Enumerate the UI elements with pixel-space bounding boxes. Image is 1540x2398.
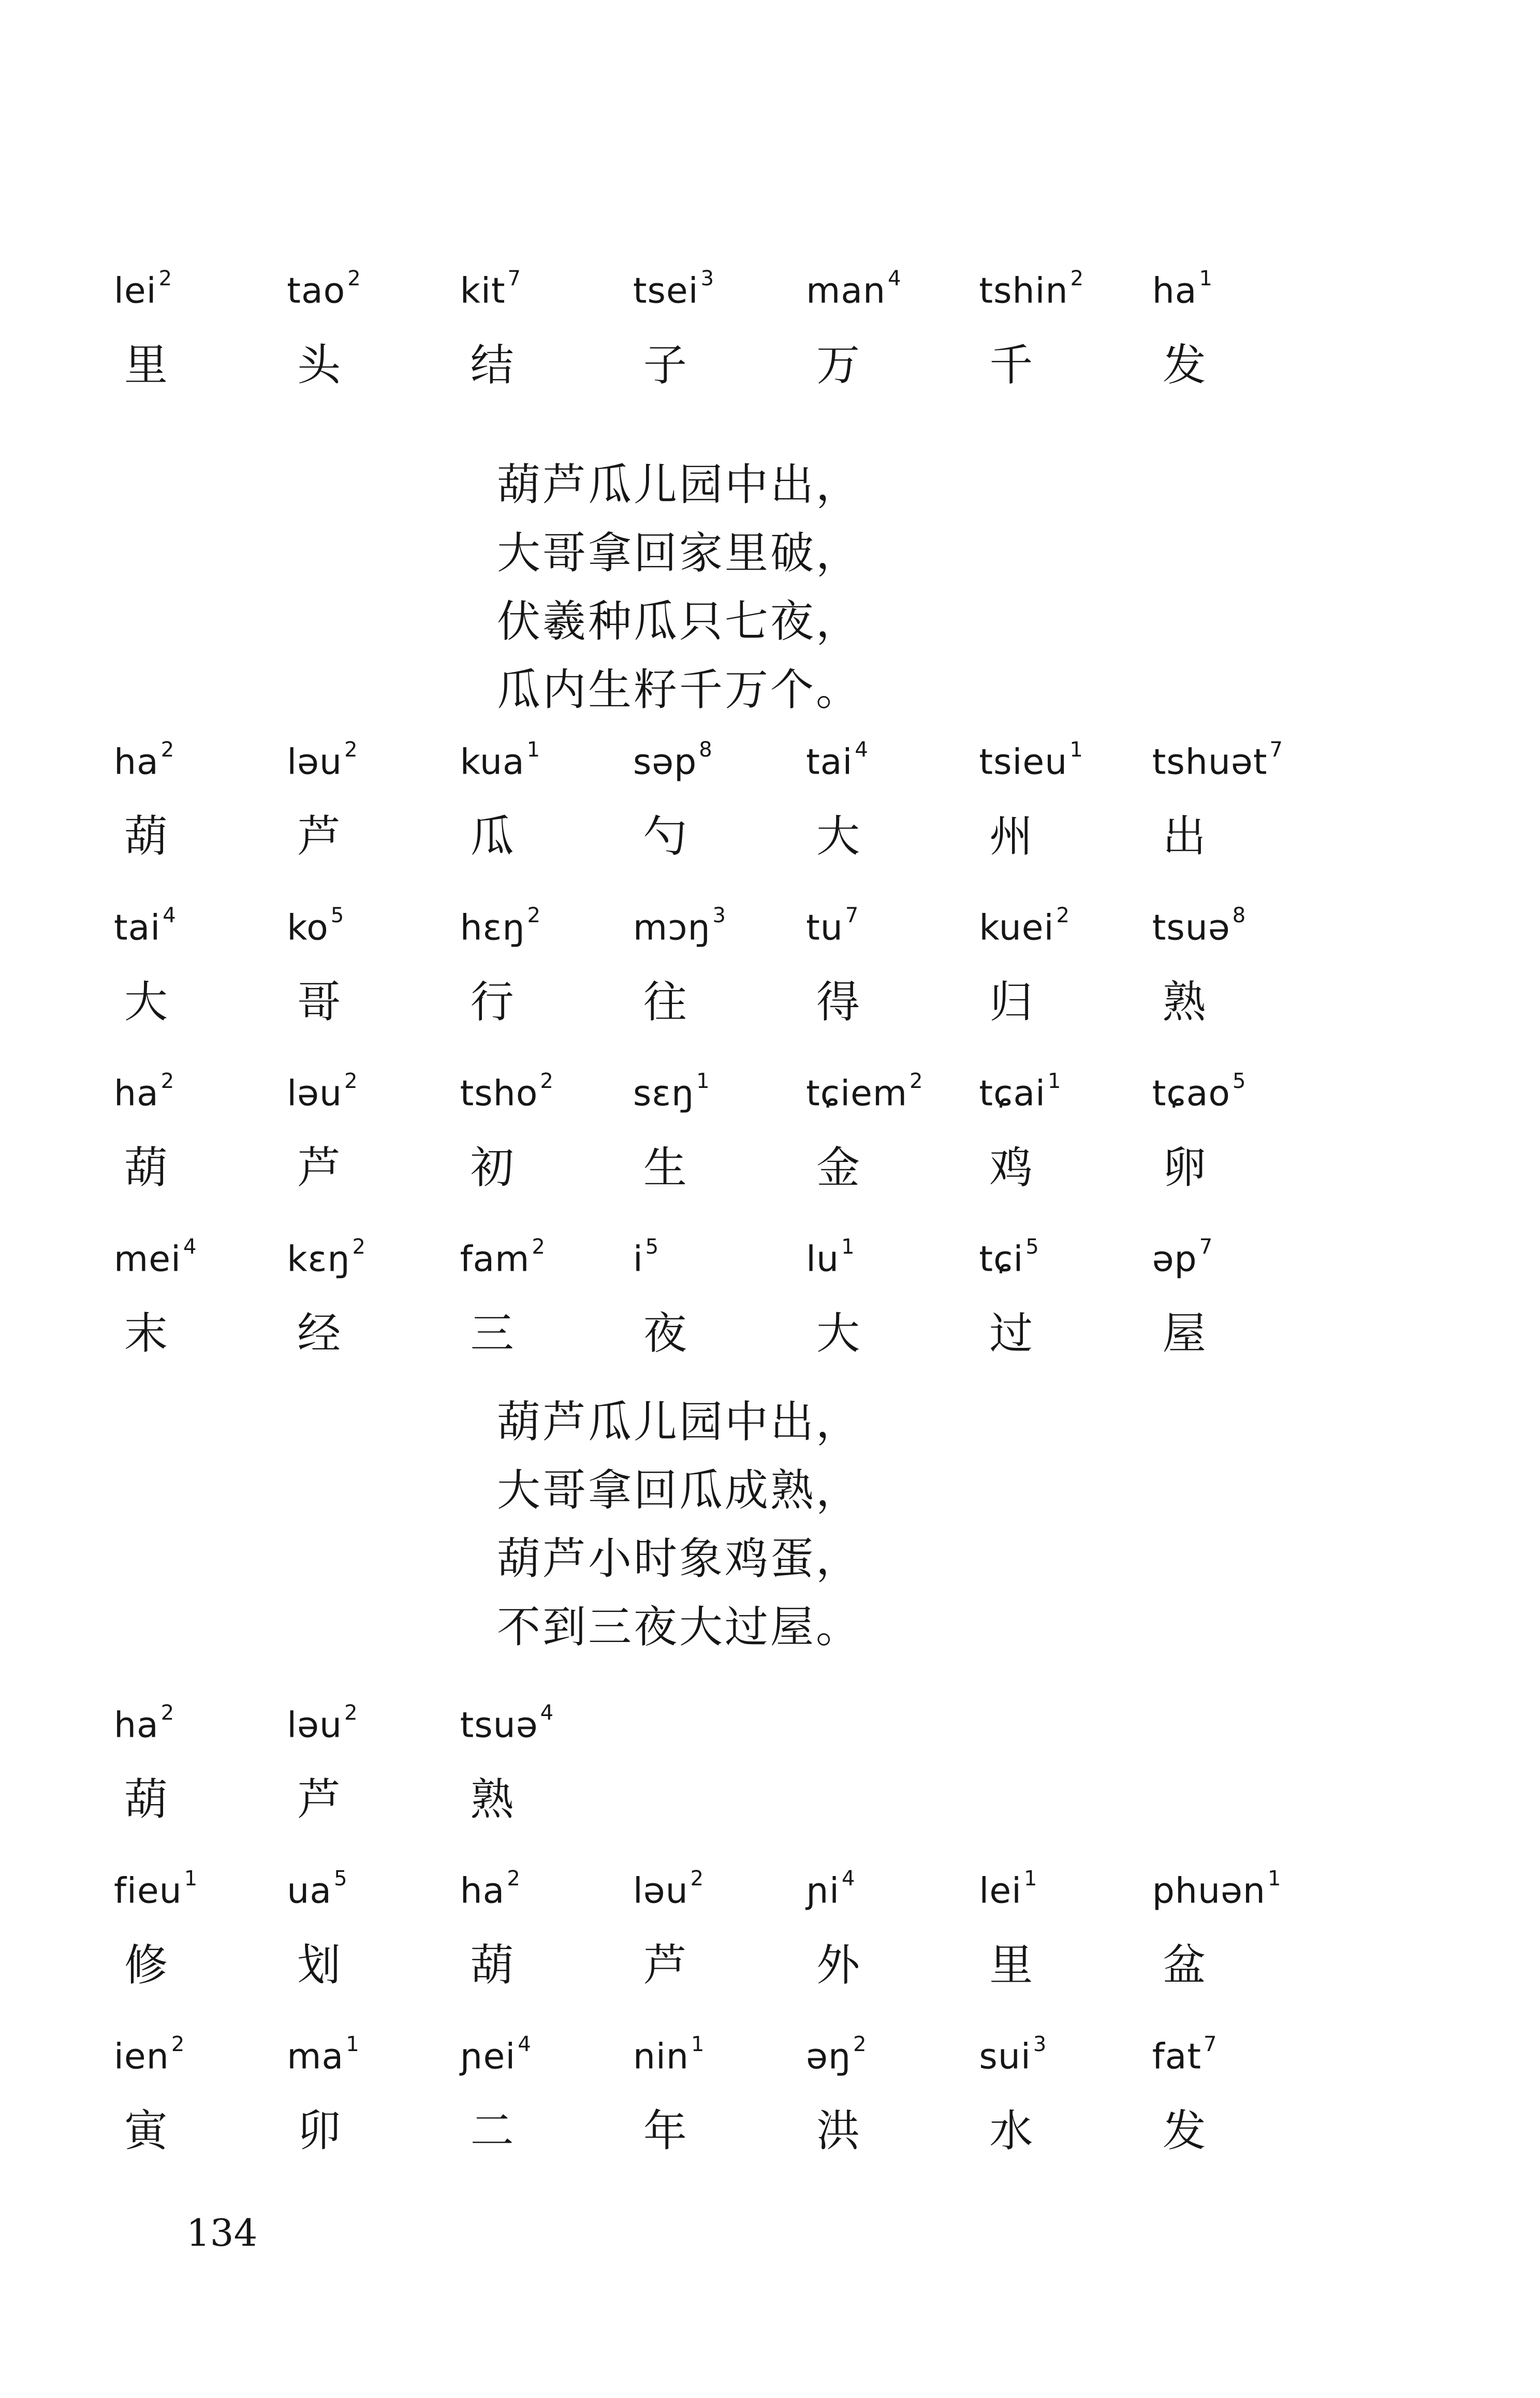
- verse-stanza: [497, 450, 861, 724]
- chinese-character-cell: 行: [470, 977, 514, 1027]
- chinese-character-cell: 盆: [1162, 1940, 1206, 1990]
- romanized-syllable: ha: [114, 1073, 159, 1114]
- romanization-cell: [806, 1859, 979, 1937]
- romanized-syllable: tshin: [979, 270, 1068, 312]
- gloss-table: [114, 1693, 1325, 2190]
- romanization-cell: [1152, 1227, 1325, 1305]
- romanized-syllable: ha: [114, 1705, 159, 1746]
- chinese-character-cell: 芦: [297, 1774, 341, 1825]
- tone-number: 2: [344, 738, 358, 762]
- chinese-character-cell: 里: [989, 1940, 1033, 1990]
- romanized-syllable: tu: [806, 907, 843, 949]
- tone-number: 1: [526, 738, 541, 762]
- tone-number: 4: [841, 1867, 856, 1891]
- verse-line: 葫芦小时象鸡蛋，: [497, 1533, 862, 1584]
- romanization-cell: [806, 1693, 979, 1771]
- chinese-character-cell: 末: [124, 1308, 168, 1359]
- tone-number: 2: [507, 1867, 521, 1891]
- romanization-cell: [806, 1227, 979, 1305]
- chinese-character-cell: 夜: [643, 1308, 687, 1359]
- romanization-cell: [460, 896, 633, 973]
- romanization-cell: [979, 730, 1152, 808]
- romanized-syllable: man: [806, 270, 886, 312]
- chinese-character-cell: 三: [470, 1308, 514, 1359]
- romanization-cell: [1152, 2025, 1325, 2102]
- tone-number: 2: [160, 738, 175, 762]
- romanized-syllable: ua: [287, 1870, 332, 1912]
- tone-number: 2: [540, 1069, 554, 1093]
- gloss-table: [114, 730, 1325, 1393]
- chinese-character-cell: 初: [470, 1142, 514, 1193]
- romanized-syllable: kɛŋ: [287, 1239, 350, 1280]
- chinese-character-cell: [806, 1771, 979, 1859]
- tone-number: 1: [1199, 267, 1213, 290]
- romanized-syllable: tɕi: [979, 1239, 1024, 1280]
- verse-line: 葫芦瓜儿园中出，: [497, 459, 862, 510]
- romanized-syllable: tsho: [460, 1073, 538, 1114]
- tone-number: 2: [347, 267, 361, 290]
- romanized-syllable: sui: [979, 2036, 1031, 2077]
- tone-number: 5: [645, 1235, 659, 1259]
- chinese-character-cell: 千: [989, 340, 1033, 390]
- romanization-cell: [633, 2025, 806, 2102]
- romanized-syllable: mei: [114, 1239, 181, 1280]
- chinese-character-cell: 二: [470, 2105, 514, 2156]
- tone-number: 2: [532, 1235, 546, 1259]
- chinese-character-cell: 出: [1162, 811, 1206, 862]
- romanization-cell: [114, 1062, 287, 1139]
- verse-line: 不到三夜大过屋。: [497, 1602, 862, 1652]
- romanization-cell: [979, 1693, 1152, 1771]
- romanization-cell: [633, 1693, 806, 1771]
- romanized-syllable: əŋ: [806, 2036, 852, 2077]
- chinese-character-cell: 州: [989, 811, 1033, 862]
- romanized-syllable: ləu: [287, 1705, 343, 1746]
- chinese-character-cell: 结: [470, 340, 514, 390]
- romanized-syllable: ha: [460, 1870, 505, 1912]
- chinese-character-cell: 瓜: [470, 811, 514, 862]
- chinese-character-cell: 修: [124, 1940, 168, 1990]
- romanized-syllable: kuei: [979, 907, 1054, 949]
- romanization-cell: [287, 1693, 460, 1771]
- tone-number: 2: [527, 904, 541, 927]
- romanized-syllable: kua: [460, 742, 525, 783]
- tone-number: 2: [160, 1069, 175, 1093]
- chinese-character-cell: 往: [643, 977, 687, 1027]
- romanization-cell: [287, 1227, 460, 1305]
- tone-number: 4: [855, 738, 869, 762]
- tone-number: 4: [540, 1701, 554, 1725]
- romanization-cell: [979, 896, 1152, 973]
- verse-stanza: [497, 1388, 861, 1661]
- chinese-character-cell: 大: [816, 1308, 860, 1359]
- romanized-syllable: lu: [806, 1239, 840, 1280]
- romanized-syllable: tsei: [633, 270, 699, 312]
- chinese-character-cell: 过: [989, 1308, 1033, 1359]
- romanization-cell: [114, 259, 287, 337]
- chinese-character-cell: 寅: [124, 2105, 168, 2156]
- romanization-cell: [1152, 259, 1325, 337]
- chinese-character-cell: 葫: [124, 1142, 168, 1193]
- romanized-syllable: fam: [460, 1239, 530, 1280]
- tone-number: 1: [1268, 1867, 1282, 1891]
- verse-line: 大哥拿回家里破，: [497, 528, 862, 578]
- romanization-cell: [806, 259, 979, 337]
- chinese-character-cell: 鸡: [989, 1142, 1033, 1193]
- romanized-syllable: i: [633, 1239, 643, 1280]
- tone-number: 2: [352, 1235, 366, 1259]
- tone-number: 2: [853, 2032, 867, 2056]
- verse-line: 大哥拿回瓜成熟，: [497, 1465, 862, 1516]
- romanization-cell: [287, 259, 460, 337]
- romanized-syllable: phuən: [1152, 1870, 1266, 1912]
- romanized-syllable: lei: [114, 270, 157, 312]
- romanization-cell: [979, 1227, 1152, 1305]
- chinese-character-cell: 大: [124, 977, 168, 1027]
- chinese-character-cell: 外: [816, 1940, 860, 1990]
- chinese-character-cell: 葫: [124, 811, 168, 862]
- chinese-character-cell: 芦: [297, 811, 341, 862]
- romanization-cell: [287, 896, 460, 973]
- tone-number: 3: [712, 904, 726, 927]
- chinese-character-cell: 熟: [1162, 977, 1206, 1027]
- romanization-cell: [460, 259, 633, 337]
- chinese-character-cell: 金: [816, 1142, 860, 1193]
- romanization-cell: [633, 259, 806, 337]
- romanized-syllable: tsuə: [1152, 907, 1230, 949]
- tone-number: 1: [1048, 1069, 1062, 1093]
- chinese-character-cell: 哥: [297, 977, 341, 1027]
- romanized-syllable: ləu: [287, 742, 343, 783]
- chinese-character-cell: 子: [643, 340, 687, 390]
- tone-number: 2: [158, 267, 173, 290]
- romanization-cell: [114, 730, 287, 808]
- romanization-cell: [114, 896, 287, 973]
- romanization-cell: [979, 1859, 1152, 1937]
- chinese-character-cell: 头: [297, 340, 341, 390]
- romanization-cell: [460, 1227, 633, 1305]
- tone-number: 7: [1269, 738, 1283, 762]
- romanization-cell: [287, 1859, 460, 1937]
- verse-line: 伏羲种瓜只七夜，: [497, 596, 862, 647]
- romanization-cell: [287, 730, 460, 808]
- romanized-syllable: ko: [287, 907, 329, 949]
- romanization-cell: [806, 2025, 979, 2102]
- romanization-cell: [460, 1062, 633, 1139]
- romanized-syllable: ma: [287, 2036, 344, 2077]
- romanized-syllable: ha: [114, 742, 159, 783]
- romanization-cell: [287, 1062, 460, 1139]
- romanized-syllable: tai: [114, 907, 161, 949]
- gloss-table: [114, 259, 1325, 425]
- romanized-syllable: ləu: [633, 1870, 688, 1912]
- chinese-character-cell: 葫: [124, 1774, 168, 1825]
- romanization-cell: [460, 730, 633, 808]
- romanized-syllable: fat: [1152, 2036, 1201, 2077]
- romanized-syllable: tsuə: [460, 1705, 538, 1746]
- romanization-cell: [460, 1859, 633, 1937]
- romanization-cell: [287, 2025, 460, 2102]
- chinese-character-cell: 屋: [1162, 1308, 1206, 1359]
- chinese-character-cell: 发: [1162, 340, 1206, 390]
- romanization-cell: [1152, 1693, 1325, 1771]
- romanized-syllable: ien: [114, 2036, 169, 2077]
- chinese-character-cell: 勺: [643, 811, 687, 862]
- chinese-character-cell: 卵: [1162, 1142, 1206, 1193]
- chinese-character-cell: 葫: [470, 1940, 514, 1990]
- romanized-syllable: tao: [287, 270, 346, 312]
- chinese-character-cell: 卯: [297, 2105, 341, 2156]
- tone-number: 5: [334, 1867, 348, 1891]
- romanization-cell: [979, 1062, 1152, 1139]
- chinese-character-cell: 得: [816, 977, 860, 1027]
- tone-number: 8: [1232, 904, 1246, 927]
- chinese-character-cell: 发: [1162, 2105, 1206, 2156]
- romanization-cell: [114, 2025, 287, 2102]
- romanized-syllable: tai: [806, 742, 853, 783]
- romanization-cell: [1152, 1062, 1325, 1139]
- tone-number: 3: [1033, 2032, 1047, 2056]
- romanization-cell: [633, 1859, 806, 1937]
- tone-number: 2: [1070, 267, 1084, 290]
- romanized-syllable: ha: [1152, 270, 1197, 312]
- tone-number: 4: [183, 1235, 197, 1259]
- chinese-character-cell: 水: [989, 2105, 1033, 2156]
- chinese-character-cell: [633, 1771, 806, 1859]
- tone-number: 1: [184, 1867, 198, 1891]
- tone-number: 7: [507, 267, 521, 290]
- tone-number: 2: [171, 2032, 185, 2056]
- romanized-syllable: səp: [633, 742, 697, 783]
- romanization-cell: [114, 1227, 287, 1305]
- verse-line: 瓜内生籽千万个。: [497, 664, 862, 715]
- tone-number: 2: [344, 1069, 358, 1093]
- romanized-syllable: tsieu: [979, 742, 1068, 783]
- romanized-syllable: mɔŋ: [633, 907, 711, 949]
- tone-number: 7: [1203, 2032, 1218, 2056]
- romanized-syllable: tshuət: [1152, 742, 1268, 783]
- chinese-character-cell: [979, 1771, 1152, 1859]
- romanization-cell: [806, 730, 979, 808]
- romanization-cell: [806, 1062, 979, 1139]
- tone-number: 2: [160, 1701, 175, 1725]
- romanized-syllable: tɕao: [1152, 1073, 1231, 1114]
- tone-number: 4: [518, 2032, 532, 2056]
- chinese-character-cell: 年: [643, 2105, 687, 2156]
- romanization-cell: [979, 2025, 1152, 2102]
- romanized-syllable: hɛŋ: [460, 907, 525, 949]
- romanized-syllable: tɕai: [979, 1073, 1046, 1114]
- tone-number: 7: [1199, 1235, 1213, 1259]
- chinese-character-cell: 芦: [643, 1940, 687, 1990]
- tone-number: 5: [1233, 1069, 1246, 1093]
- tone-number: 2: [344, 1701, 358, 1725]
- romanization-cell: [460, 1693, 633, 1771]
- tone-number: 1: [1069, 738, 1083, 762]
- tone-number: 1: [346, 2032, 360, 2056]
- romanized-syllable: ɲi: [806, 1870, 840, 1912]
- page-number: 134: [186, 2211, 258, 2255]
- chinese-character-cell: 洪: [816, 2105, 860, 2156]
- romanization-cell: [979, 259, 1152, 337]
- tone-number: 1: [1024, 1867, 1038, 1891]
- romanized-syllable: nin: [633, 2036, 689, 2077]
- chinese-character-cell: 生: [643, 1142, 687, 1193]
- romanization-cell: [1152, 896, 1325, 973]
- chinese-character-cell: 熟: [470, 1774, 514, 1825]
- tone-number: 4: [888, 267, 902, 290]
- romanized-syllable: lei: [979, 1870, 1022, 1912]
- romanized-syllable: sɛŋ: [633, 1073, 695, 1114]
- romanization-cell: [114, 1693, 287, 1771]
- tone-number: 3: [700, 267, 715, 290]
- romanization-cell: [1152, 730, 1325, 808]
- romanized-syllable: kit: [460, 270, 506, 312]
- tone-number: 8: [699, 738, 713, 762]
- romanization-cell: [633, 896, 806, 973]
- tone-number: 1: [696, 1069, 710, 1093]
- chinese-character-cell: [1152, 1771, 1325, 1859]
- romanized-syllable: ɲei: [460, 2036, 516, 2077]
- tone-number: 5: [1025, 1235, 1039, 1259]
- tone-number: 2: [1056, 904, 1070, 927]
- tone-number: 5: [330, 904, 345, 927]
- tone-number: 1: [691, 2032, 705, 2056]
- romanization-cell: [1152, 1859, 1325, 1937]
- romanization-cell: [806, 896, 979, 973]
- romanization-cell: [633, 1227, 806, 1305]
- chinese-character-cell: 经: [297, 1308, 341, 1359]
- tone-number: 2: [690, 1867, 705, 1891]
- chinese-character-cell: 万: [816, 340, 860, 390]
- chinese-character-cell: 划: [297, 1940, 341, 1990]
- chinese-character-cell: 芦: [297, 1142, 341, 1193]
- chinese-character-cell: 里: [124, 340, 168, 390]
- tone-number: 4: [163, 904, 177, 927]
- tone-number: 7: [845, 904, 859, 927]
- romanized-syllable: tɕiem: [806, 1073, 908, 1114]
- romanization-cell: [633, 730, 806, 808]
- romanization-cell: [114, 1859, 287, 1937]
- tone-number: 1: [841, 1235, 855, 1259]
- romanized-syllable: fieu: [114, 1870, 182, 1912]
- chinese-character-cell: 归: [989, 977, 1033, 1027]
- romanized-syllable: ləu: [287, 1073, 343, 1114]
- romanized-syllable: əp: [1152, 1239, 1197, 1280]
- romanization-cell: [460, 2025, 633, 2102]
- chinese-character-cell: 大: [816, 811, 860, 862]
- verse-line: 葫芦瓜儿园中出，: [497, 1397, 862, 1447]
- romanization-cell: [633, 1062, 806, 1139]
- tone-number: 2: [910, 1069, 923, 1093]
